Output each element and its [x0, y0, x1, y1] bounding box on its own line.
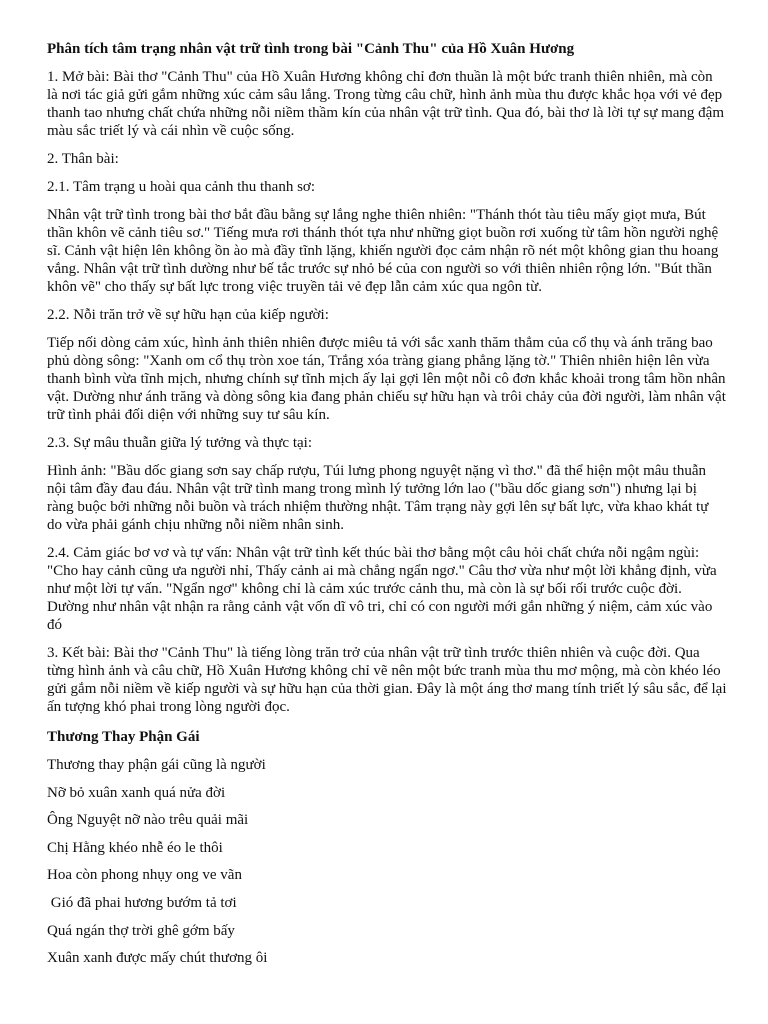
- section-1-paragraph: Nhân vật trữ tình trong bài thơ bắt đầu bằng sự lắng nghe thiên nhiên: "Thánh thót tàu tiêu mấy giọt mưa, Bút thần khôn vẽ cảnh tiêu sơ." Tiếng mưa rơi thánh thót tựa như những giọt buồn rơi xuống từ tâm hồn người nghệ sĩ. Cảnh vật hiện lên không ồn ào mà đầy tĩnh lặng, khiến người đọc cảm nhận rõ nét một không gian thu hoang vắng. Nhân vật trữ tình dường như bế tắc trước sự nhỏ bé của con người so với thiên nhiên rộng lớn. "Bút thần khôn vẽ" cho thấy sự bất lực trong việc truyền tải vẻ đẹp lẫn cảm xúc qua ngôn từ.: [47, 207, 719, 295]
- section-2-heading: 2.2. Nỗi trăn trở về sự hữu hạn của kiếp người:: [47, 307, 329, 323]
- poem-line: Chị Hằng khéo nhễ éo le thôi: [47, 839, 223, 856]
- poem-line: Nỡ bỏ xuân xanh quá nửa đời: [47, 784, 226, 801]
- section-4-paragraph: 2.4. Cảm giác bơ vơ và tự vấn: Nhân vật trữ tình kết thúc bài thơ bằng một câu hỏi chất chứa nỗi ngậm ngùi: "Cho hay cảnh cũng ưa người nhỉ, Thấy cảnh ai mà chẳng ngẩn ngơ." Câu thơ vừa như một lời khẳng định, vừa như một lời tự vấn. "Ngẩn ngơ" không chỉ là cảm xúc trước cảnh thu, mà còn là sự bối rối trước cuộc đời. Dường như nhân vật nhận ra rằng cảnh vật vốn dĩ vô tri, chỉ có con người mới gắn những ý niệm, cảm xúc vào đó: [47, 545, 717, 633]
- poem-line: Thương thay phận gái cũng là người: [47, 757, 266, 773]
- poem-line: Quá ngán thợ trời ghê gớm bấy: [47, 922, 235, 939]
- poem-line: Gió đã phai hương bướm tả tơi: [47, 894, 237, 911]
- poem-line: Hoa còn phong nhụy ong ve vãn: [47, 867, 242, 884]
- poem-line: Ông Nguyệt nỡ nào trêu quải mãi: [47, 812, 249, 829]
- poem-line: Xuân xanh được mấy chút thương ôi: [47, 950, 268, 967]
- document-title: Phân tích tâm trạng nhân vật trữ tình trong bài "Cảnh Thu" của Hồ Xuân Hương: [47, 41, 575, 57]
- section-1-heading: 2.1. Tâm trạng u hoài qua cảnh thu thanh sơ:: [47, 179, 316, 195]
- section-2-paragraph: Tiếp nối dòng cảm xúc, hình ảnh thiên nhiên được miêu tả với sắc xanh thăm thẳm của cổ thụ và ánh trăng bao phủ dòng sông: "Xanh om cổ thụ tròn xoe tán, Trắng xóa tràng giang phẳng lặng tờ." Thiên nhiên hiện lên vừa thanh bình vừa tĩnh mịch, nhưng chính sự tĩnh mịch ấy lại gợi lên một nỗi cô đơn khắc khoải trong tâm hồn nhân vật. Dường như ánh trăng và dòng sông kia đang phản chiếu sự hữu hạn và trôi chảy của đời người, làm nhân vật trữ tình phải đối diện với những suy tư sâu kín.: [47, 335, 726, 423]
- intro-paragraph: 1. Mở bài: Bài thơ "Cảnh Thu" của Hồ Xuân Hương không chỉ đơn thuần là một bức tranh thiên nhiên, mà còn là nơi tác giả gửi gắm những xúc cảm sâu lắng. Trong từng câu chữ, hình ảnh mùa thu được khắc họa với vẻ đẹp thanh tao nhưng chất chứa những nỗi niềm thầm kín của nhân vật trữ tình. Qua đó, bài thơ là lời tự sự mang đậm màu sắc triết lý và cái nhìn về cuộc sống.: [47, 69, 725, 139]
- poem-title: Thương Thay Phận Gái: [47, 729, 200, 745]
- document-page: [47, 40, 727, 977]
- section-3-paragraph: Hình ảnh: "Bầu dốc giang sơn say chấp rượu, Túi lưng phong nguyệt nặng vì thơ." đã thể hiện một mâu thuẫn nội tâm đầy đau đáu. Nhân vật trữ tình mang trong mình lý tưởng lớn lao ("bầu dốc giang sơn") nhưng lại bị ràng buộc bởi những nỗi buồn và trách nhiệm thường nhật. Tâm trạng này gợi lên sự bất lực, vừa khao khát tự do vừa phải gánh chịu những nỗi niềm nhân sinh.: [47, 463, 709, 533]
- conclusion-paragraph: 3. Kết bài: Bài thơ "Cảnh Thu" là tiếng lòng trăn trở của nhân vật trữ tình trước thiên nhiên và cuộc đời. Qua từng hình ảnh và câu chữ, Hồ Xuân Hương không chỉ vẽ nên một bức tranh mùa thu mơ mộng, mà còn khéo léo gửi gắm nỗi niềm về kiếp người và sự hữu hạn của thời gian. Đây là một áng thơ mang tính triết lý sâu sắc, để lại ấn tượng khó phai trong lòng người đọc.: [47, 645, 727, 715]
- section-3-heading: 2.3. Sự mâu thuẫn giữa lý tưởng và thực tại:: [47, 435, 312, 451]
- body-heading: 2. Thân bài:: [47, 151, 119, 167]
